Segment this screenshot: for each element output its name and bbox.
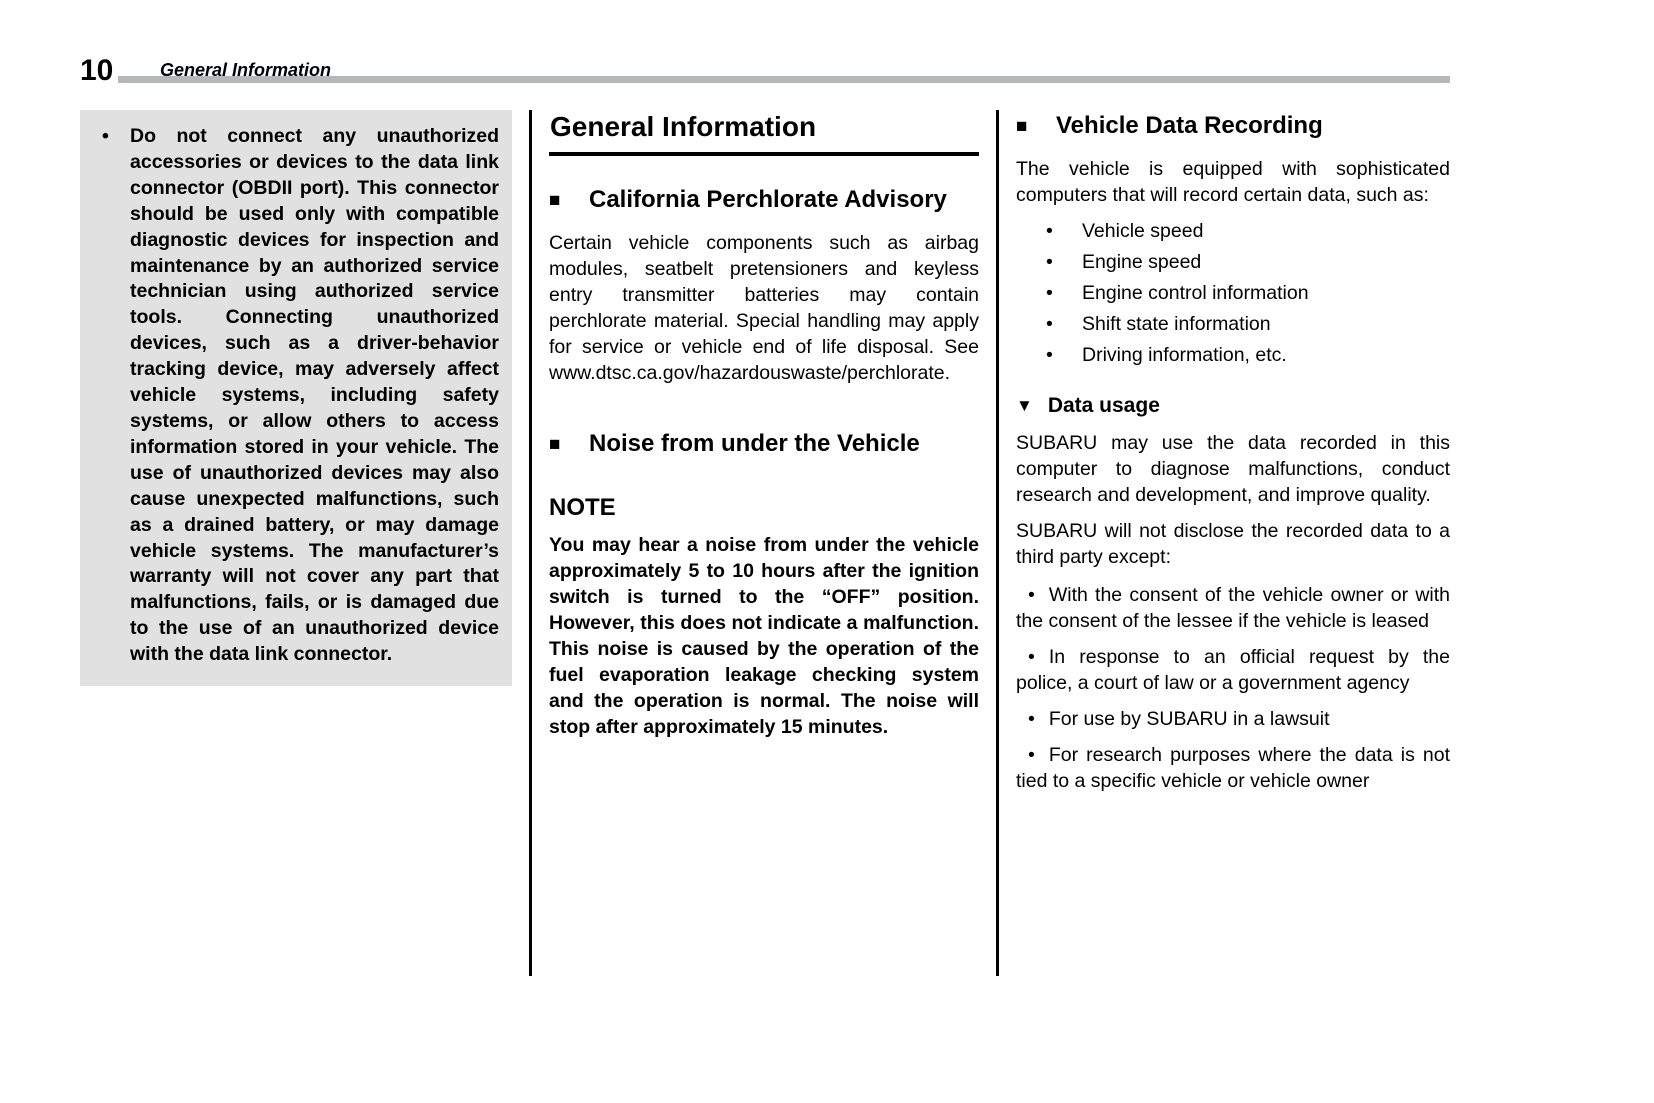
list-item-text: Engine speed (1082, 251, 1202, 273)
section-heading-text: Noise from under the Vehicle (589, 429, 920, 457)
page-content (80, 110, 1450, 976)
section-heading-data-recording (1016, 110, 1450, 142)
data-recording-intro: The vehicle is equipped with sophisticated computers that will record certain data, such as: (1016, 158, 1450, 206)
section-square-icon: ■ (1016, 116, 1028, 137)
list-item-text: Driving information, etc. (1082, 344, 1287, 366)
bullet-icon: • (1028, 744, 1035, 766)
left-column (80, 110, 512, 686)
middle-column (549, 110, 979, 776)
exception-text: For research purposes where the data is not tied to a specific vehicle or vehicle owner (1016, 744, 1450, 792)
list-item (1016, 280, 1450, 306)
bullet-icon: • (1028, 646, 1035, 668)
header-title: General Information (160, 60, 332, 80)
warning-box (80, 110, 512, 686)
section-heading-noise (549, 428, 979, 460)
chapter-title: General Information (549, 110, 979, 156)
bullet-icon: • (1046, 251, 1053, 273)
exception-item (1016, 742, 1450, 794)
exception-item (1016, 644, 1450, 696)
exception-text: With the consent of the vehicle owner or with the consent of the lessee if the vehicle is leased (1016, 584, 1450, 632)
data-usage-paragraph: SUBARU may use the data recorded in this computer to diagnose malfunctions, conduct research and development, and improve quality. (1016, 432, 1450, 506)
list-item-text: Vehicle speed (1082, 220, 1204, 242)
list-item (1016, 311, 1450, 337)
section-square-icon: ■ (549, 189, 561, 211)
list-item-text: Engine control information (1082, 282, 1309, 304)
exception-text: In response to an official request by the police, a court of law or a government agency (1016, 646, 1450, 694)
page-header (80, 48, 1450, 88)
bullet-icon: • (1046, 344, 1053, 366)
section-heading-perchlorate (549, 184, 979, 216)
section-heading-text: California Perchlorate Advisory (589, 185, 947, 213)
recorded-data-list (1016, 218, 1450, 368)
bullet-icon: • (1028, 584, 1035, 606)
list-item (1016, 249, 1450, 275)
right-column (1016, 110, 1450, 804)
page-number: 10 (80, 54, 114, 87)
list-item (1016, 342, 1450, 368)
section-heading-text: Vehicle Data Recording (1056, 112, 1323, 139)
triangle-down-icon: ▼ (1016, 396, 1033, 415)
column-divider (529, 110, 532, 976)
subsection-heading-text: Data usage (1047, 394, 1160, 417)
note-body: You may hear a noise from under the vehicle approximately 5 to 10 hours after the ignition switch is turned to the “OFF” position. However, this does not indicate a malfunction. This noise is caused by the operation of the fuel evaporation leakage checking system and the operation is normal. The noise will stop after approximately 15 minutes. (549, 533, 979, 738)
note-label: NOTE (549, 493, 616, 521)
exception-item (1016, 706, 1450, 732)
subsection-heading-data-usage (1016, 394, 1450, 418)
list-item-text: Shift state information (1082, 313, 1271, 335)
list-item (1016, 218, 1450, 244)
bullet-icon: • (1046, 282, 1053, 304)
perchlorate-body: Certain vehicle components such as airbag modules, seatbelt pretensioners and keyless entry transmitter batteries may contain perchlorate material. Special handling may apply for service or vehicle end of life disposal. See www.dtsc.ca.gov/hazardouswaste/perchlorate. (549, 231, 979, 384)
column-divider (996, 110, 999, 976)
exception-text: For use by SUBARU in a lawsuit (1048, 708, 1330, 730)
bullet-icon: • (1028, 708, 1035, 730)
bullet-icon: • (1046, 220, 1053, 242)
warning-text: Do not connect any unauthorized accessories or devices to the data link connector (OBDII port). This connector should be used only with compatible diagnostic devices for inspection and maintenance by an authorized service technician using authorized service tools. Connecting unauthorized devices, such as a driver-behavior tracking device, may adversely affect vehicle systems, including safety systems, or allow others to access information stored in your vehicle. The use of unauthorized devices may also cause unexpected malfunctions, such as a drained battery, or may damage vehicle systems. The manufacturer’s warranty will not cover any part that malfunctions, fails, or is damaged due to the use of an unauthorized device with the data link connector. (130, 125, 499, 666)
bullet-icon: • (1046, 313, 1053, 335)
exception-item (1016, 582, 1450, 634)
data-usage-paragraph: SUBARU will not disclose the recorded data to a third party except: (1016, 520, 1450, 568)
section-square-icon: ■ (549, 433, 561, 455)
bullet-icon: • (102, 125, 109, 147)
warning-list-item (93, 124, 499, 668)
